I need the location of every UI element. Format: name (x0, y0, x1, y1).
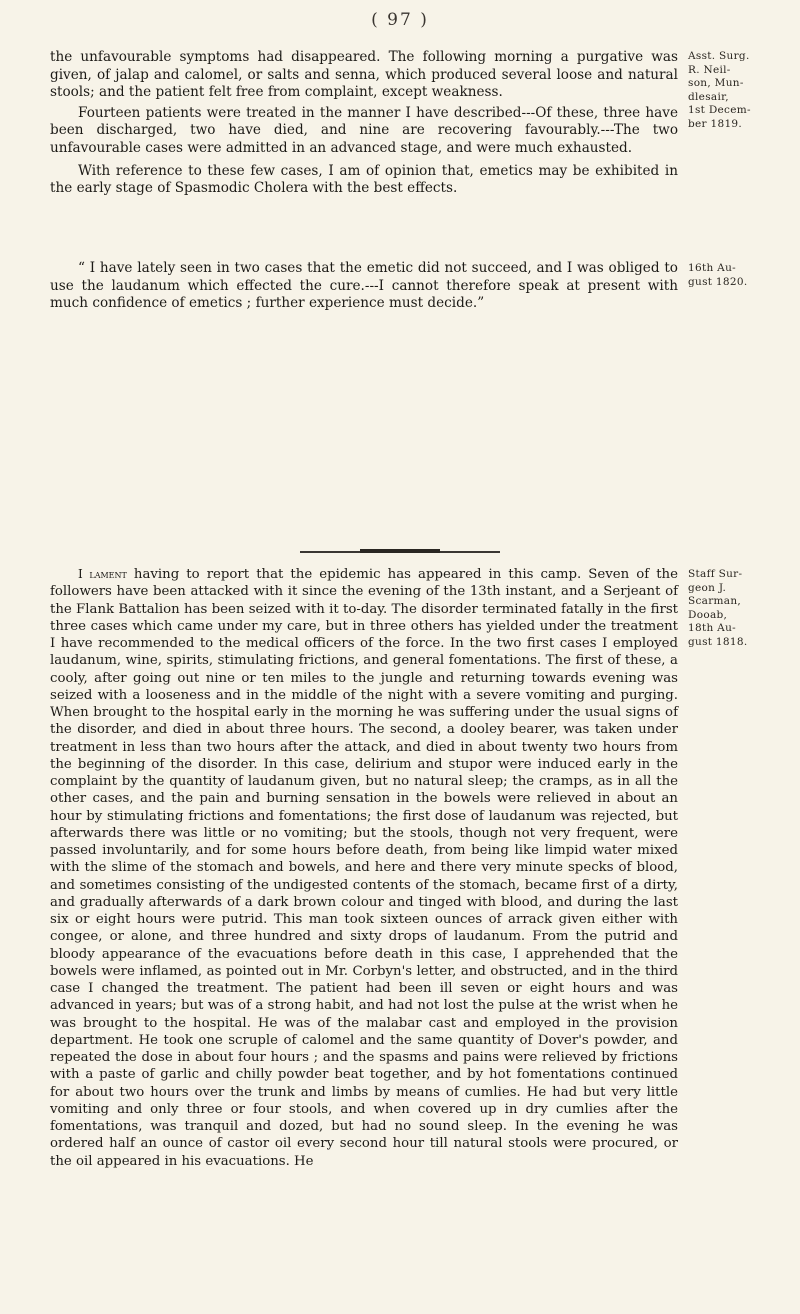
section-2-body (50, 260, 678, 313)
margin-note-line: geon J. (688, 581, 727, 594)
section-1-margin-note (688, 50, 794, 131)
section-3-margin-note (688, 568, 794, 649)
paragraph-text: having to report that the epidemic has appeared in this camp. Seven of the followers have been attacked with it since the evening of the 13th instant, and a Serjeant of the Flank Battalion has been seized with it to-day. The disorder terminated fatally in the first three cases which came under my care, but in three others has yielded under the treatment I have recommended to the medical officers of the force. In the two first cases I employed laudanum, wine, spirits, stimulating frictions, and general fomentations. The first of these, a cooly, after going out nine or ten miles to the jungle and returning towards evening was seized with a looseness and in the middle of the night with a severe vomiting and purging. When brought to the hospital early in the morning he was suffering under the usual signs of the disorder, and died in about three hours. The second, a dooley bearer, was taken under treatment in less than two hours after the attack, and died in about twenty two hours from the beginning of the disorder. In this case, delirium and stupor were induced early in the complaint by the quantity of laudanum given, but no natural sleep; the cramps, as in all the other cases, and the pain and burning sensation in the bowels were relieved in about an hour by stimulating frictions and fomentations; the first dose of laudanum was rejected, but afterwards there was little or no vomiting; but the stools, though not very frequent, were passed involuntarily, and for some hours before death, from being like limpid water mixed with the slime of the stomach and bowels, and here and there very minute specks of blood, and sometimes consisting of the undigested contents of the stomach, became first of a dirty, and gradually afterwards of a dark brown colour and tinged with blood, and during the last six or eight hours were putrid. This man took sixteen ounces of arrack given either with congee, or alone, and three hundred and sixty drops of laudanum. From the putrid and bloody appearance of the evacuations before death in this case, I apprehended that the bowels were inflamed, as pointed out in Mr. Corbyn's letter, and obstructed, and in the third case I changed the treatment. The patient had been ill seven or eight hours and was advanced in years; but was of a strong habit, and had not lost the pulse at the wrist when he was brought to the hospital. He was of the malabar cast and employed in the provision department. He took one scruple of calomel and the same quantity of Dover's powder, and repeated the dose in about four hours ; and the spasms and pains were relieved by frictions with a paste of garlic and chilly powder beat together, and by hot fomentations continued for about two hours over the trunk and limbs by means of cumlies. He had but very little vomiting and only three or four stools, and when covered up in dry cumlies after the fomentations, was tranquil and dozed, but had no sound sleep. In the evening he was ordered half an ounce of castor oil every second hour till natural stools were procured, or the oil appeared in his evacuations. He (50, 567, 678, 1169)
section-3-body (50, 566, 678, 1170)
margin-note-line: Dooab, (688, 608, 728, 621)
quoted-paragraph: “ I have lately seen in two cases that the emetic did not succeed, and I was obliged to use the laudanum which effected the cure.---I cannot therefore speak at present with much confidence of emetics ; further experience must decide.” (50, 260, 678, 312)
section-divider (300, 550, 500, 554)
margin-note-line: ber 1819. (688, 117, 743, 130)
margin-note-line: gust 1818. (688, 635, 748, 648)
paragraph (50, 566, 678, 1170)
page-number: ( 97 ) (371, 10, 429, 30)
section-2-margin-note (688, 262, 794, 289)
margin-note-line: R. Neil- (688, 63, 731, 76)
margin-note-line: gust 1820. (688, 275, 748, 288)
margin-note-line: 16th Au- (688, 262, 736, 274)
margin-note-line: 18th Au- (688, 622, 736, 634)
paragraph: With reference to these few cases, I am of opinion that, emetics may be exhibited in the early stage of Spasmodic Cholera with the best effects. (50, 162, 678, 197)
margin-note-line: Scarman, (688, 595, 742, 607)
margin-note-line: Asst. Surg. (688, 50, 750, 62)
margin-note-line: son, Mun- (688, 77, 744, 89)
lead-words: I lament (78, 567, 127, 581)
paragraph: the unfavourable symptoms had disappeared. The following morning a purgative was given, of jalap and calomel, or salts and senna, which produced several loose and natural stools; and the patient felt free from complaint, except weakness. (50, 49, 678, 101)
section-1-body (50, 49, 678, 198)
margin-note-line: dlesair, (688, 90, 729, 103)
margin-note-line: Staff Sur- (688, 568, 743, 580)
paragraph: Fourteen patients were treated in the manner I have described---Of these, three have been discharged, two have died, and nine are recovering favourably.---The two unfavourable cases were admitted in an advanced stage, and were much exhausted. (50, 104, 678, 156)
margin-note-line: 1st Decem- (688, 104, 751, 116)
